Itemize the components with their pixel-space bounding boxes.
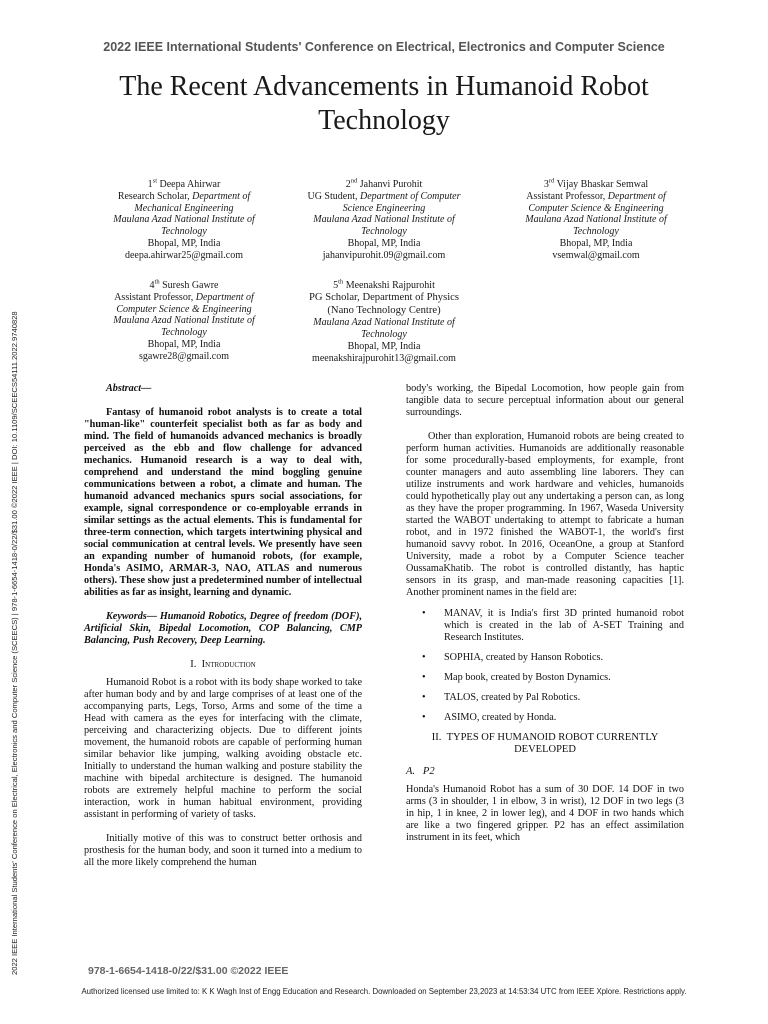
- abstract-label: Abstract—: [106, 383, 152, 394]
- author-department: Department of Computer: [359, 190, 461, 202]
- paragraph-robots-activities: Other than exploration, Humanoid robots are being created to perform human activities. Humanoids are additionally reasonable for some procedurally-based employments, for example, front counter managers and auto assembling line laborers. They can utilize instruments and work hardware and vehicles, humanoids could hypothetically play out any undertaking a person can, as long as they have the proper programming. In 1967, Waseda University started the WABOT undertaking to attempt to fabricate a human robot, and in 1972 finished the WABOT-1, the world's first humanoid savvy robot. In 2016, OceanOne, a group at Stanford University, made a robot by a Computer Science teacher OussamaKhatib. The robot is controlled distantly, has haptic sensors in its grasp, and man-made reasoning capacities [1]. Another prominent names in the field are:: [406, 431, 684, 598]
- section-title-line1: TYPES OF HUMANOID ROBOT CURRENTLY: [446, 732, 659, 743]
- bullet-icon: •: [422, 608, 426, 619]
- list-item-text: MANAV, it is India's first 3D printed humanoid robot which is created in the lab of A-SET Training and Research Institutes.: [444, 608, 684, 643]
- author-block-1: [74, 179, 294, 262]
- author-role: PG Scholar,: [309, 291, 360, 303]
- subsection-heading-p2: [406, 766, 684, 778]
- author-institute: Maulana Azad National Institute of: [113, 315, 255, 327]
- author-city: Bhopal, MP, India: [147, 338, 221, 350]
- author-block-4: [74, 280, 294, 363]
- doi-sidebar-text: 2022 IEEE International Students' Conference on Electrical, Electronics and Computer Science (SCEECS) | 978-1-6654-1418-0/22/$31.00 ©2022 IEEE | DOI: 10.1109/SCEECS54111.2022.9740828: [10, 311, 19, 975]
- author-number: 4: [149, 280, 155, 291]
- author-ordinal: st: [152, 177, 158, 185]
- author-name: Suresh Gawre: [162, 280, 219, 291]
- bullet-icon: •: [422, 672, 426, 683]
- section-title-line2: DEVELOPED: [514, 744, 576, 755]
- author-institute: Maulana Azad National Institute of: [313, 214, 455, 226]
- continued-paragraph: body's working, the Bipedal Locomotion, how people gain from tangible data to secure perceptual information about our general surroundings.: [406, 383, 684, 418]
- right-column: [406, 383, 684, 844]
- author-institute: Maulana Azad National Institute of: [113, 214, 255, 226]
- author-number: 2: [345, 179, 351, 190]
- author-city: Bhopal, MP, India: [559, 237, 633, 249]
- bullet-icon: •: [422, 652, 426, 663]
- author-ordinal: th: [338, 278, 344, 286]
- section-title: Introduction: [201, 659, 256, 670]
- keywords-label: Keywords—: [106, 611, 157, 622]
- conference-header: 2022 IEEE International Students' Conference on Electrical, Electronics and Computer Science: [103, 40, 665, 54]
- author-institute-line2: Technology: [361, 329, 407, 341]
- title-line-2: Technology: [318, 105, 450, 136]
- left-column: [84, 383, 362, 869]
- author-number: 3: [543, 179, 549, 190]
- author-role: Assistant Professor,: [526, 190, 606, 202]
- robot-list: [406, 608, 684, 724]
- author-number: 5: [333, 280, 339, 291]
- author-block-5: [274, 280, 494, 365]
- intro-paragraph-1: Humanoid Robot is a robot with its body shape worked to take after human body and by and large comprises of at least one of the accompanying parts, Legs, Torso, Arms and some of the time a Head with camera as the eyes for interfacing with the climate, perceiving and characterizing objects. Due to different joints movement, the humanoid robots are capable of performing human similar behavior like jumping, walking avoiding obstacle etc. Initially to understand the human walking and posture stability the machine with bipedal architecture is designed. The humanoid robots are extremely helpful machine to perform the social interaction, work in human habitual environment, providing assistant in performing of variety of tasks.: [84, 677, 362, 820]
- author-department: Department of Physics: [362, 291, 459, 303]
- list-item: [406, 672, 684, 684]
- author-institute-line2: Technology: [161, 226, 207, 238]
- author-institute-line2: Technology: [573, 226, 619, 238]
- author-department-line2: Computer Science & Engineering: [116, 303, 252, 315]
- list-item-text: SOPHIA, created by Hanson Robotics.: [444, 652, 604, 663]
- author-name: Deepa Ahirwar: [159, 179, 221, 190]
- section-number: II.: [431, 732, 442, 743]
- author-department-line2: Science Engineering: [342, 202, 426, 214]
- list-item: [406, 652, 684, 664]
- author-role: Assistant Professor,: [114, 291, 194, 303]
- author-role: Research Scholar,: [117, 190, 190, 202]
- bullet-icon: •: [422, 692, 426, 703]
- section-number: I.: [190, 659, 197, 670]
- list-item-text: TALOS, created by Pal Robotics.: [444, 692, 581, 703]
- license-notice: Authorized licensed use limited to: K K Wagh Inst of Engg Education and Research. Downloaded on September 23,2023 at 14:53:34 UTC from IEEE Xplore. Restrictions apply.: [81, 987, 687, 996]
- keywords: [84, 611, 362, 647]
- author-number: 1: [147, 179, 153, 190]
- author-institute-line2: Technology: [361, 226, 407, 238]
- author-department: Department of: [607, 190, 666, 202]
- isbn-footer: 978-1-6654-1418-0/22/$31.00 ©2022 IEEE: [88, 965, 289, 977]
- list-item: [406, 692, 684, 704]
- abstract-text: Fantasy of humanoid robot analysts is to create a total "human-like" counterfeit specialist both as far as body and mind. The field of humanoids advanced mechanics is broadly perceived as the ebb and flow challenge for advanced mechanics. Humanoid research is a way to deal with, comprehend and understand the mind boggling genuine communications between a robot, a climate and human. The humanoid advanced mechanics spurs social associations, for example, signal correspondence or co-employable errands in similar settings as the actual elements. This is fundamental for three-term connection, which targets intertwining physical and social communication at central levels. We presently have seen an expanding number of humanoid robots, (for example, Honda's ASIMO, ARMAR-3, NAO, ATLAS and numerous others). These show just a predetermined number of intellectual abilities as far as insight, learning and dynamic.: [84, 407, 362, 598]
- section-heading-introduction: [84, 659, 362, 671]
- author-city: Bhopal, MP, India: [347, 340, 421, 352]
- author-department: Department of: [192, 190, 251, 202]
- author-email: vsemwal@gmail.com: [552, 249, 640, 261]
- subsection-title: P2: [422, 766, 435, 777]
- author-name: Vijay Bhaskar Semwal: [556, 179, 649, 190]
- author-role: UG Student,: [307, 190, 358, 202]
- author-institute: Maulana Azad National Institute of: [525, 214, 667, 226]
- author-block-2: [274, 179, 494, 262]
- author-ordinal: rd: [548, 177, 555, 185]
- author-email: deepa.ahirwar25@gmail.com: [124, 249, 244, 261]
- list-item-text: Map book, created by Boston Dynamics.: [444, 672, 611, 683]
- author-department-line2: Computer Science & Engineering: [528, 202, 664, 214]
- author-department-line2: (Nano Technology Centre): [327, 304, 441, 316]
- author-block-3: [486, 179, 706, 262]
- author-city: Bhopal, MP, India: [347, 237, 421, 249]
- list-item-text: ASIMO, created by Honda.: [444, 712, 557, 723]
- list-item: [406, 712, 684, 724]
- author-institute: Maulana Azad National Institute of: [313, 317, 455, 329]
- author-name: Meenakshi Rajpurohit: [345, 280, 435, 291]
- paper-title: [60, 70, 708, 138]
- section-heading-types: [406, 732, 684, 756]
- paragraph-p2: Honda's Humanoid Robot has a sum of 30 DOF. 14 DOF in two arms (3 in shoulder, 1 in elbow, 3 in wrist), 12 DOF in two legs (3 in hip, 1 in knee, 2 in lower leg), and 4 DOF in two hands which are like a two fingered gripper. P2 has an effect assimilation instrument in its feet, which: [406, 784, 684, 843]
- title-line-1: The Recent Advancements in Humanoid Robot: [119, 71, 649, 102]
- subsection-label: A.: [406, 766, 416, 777]
- author-name: Jahanvi Purohit: [359, 179, 423, 190]
- author-email: sgawre28@gmail.com: [138, 350, 230, 362]
- author-ordinal: th: [154, 278, 160, 286]
- intro-paragraph-2: Initially motive of this was to construct better orthosis and prosthesis for the human body, and soon it turned into a medium to all the more likely comprehend the human: [84, 833, 362, 868]
- author-city: Bhopal, MP, India: [147, 237, 221, 249]
- author-email: meenakshirajpurohit13@gmail.com: [312, 352, 456, 364]
- author-ordinal: nd: [350, 177, 358, 185]
- author-department: Department of: [195, 291, 254, 303]
- author-email: jahanvipurohit.09@gmail.com: [322, 249, 446, 261]
- list-item: [406, 608, 684, 644]
- keywords-text: Humanoid Robotics, Degree of freedom (DOF), Artificial Skin, Bipedal Locomotion, COP Balancing, CMP Balancing, Push Recovery, Deep Learning.: [84, 611, 363, 646]
- author-institute-line2: Technology: [161, 327, 207, 339]
- author-department-line2: Mechanical Engineering: [134, 202, 234, 214]
- bullet-icon: •: [422, 712, 426, 723]
